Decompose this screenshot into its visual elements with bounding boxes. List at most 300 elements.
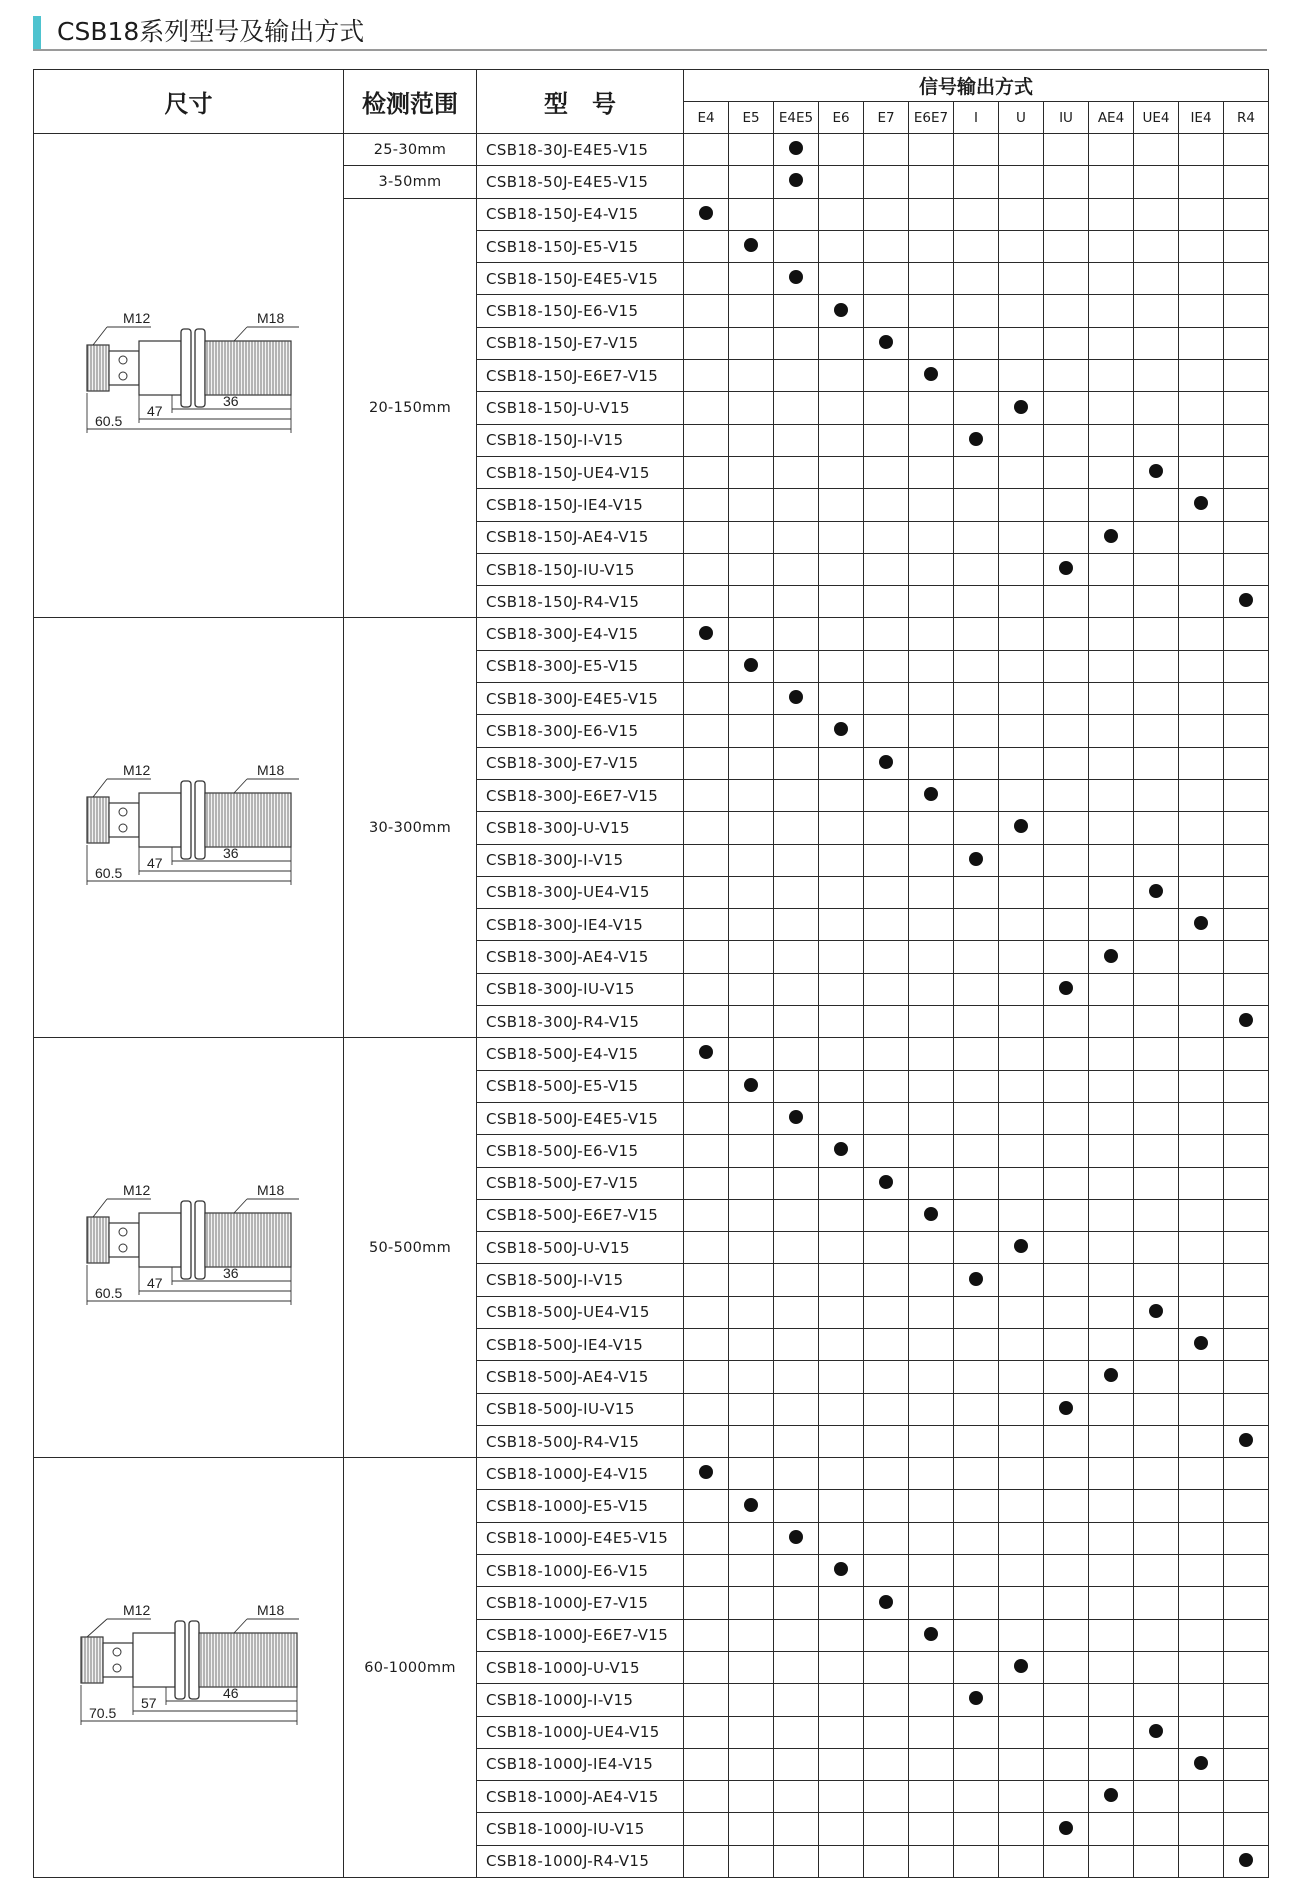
output-cell-ue4	[1134, 909, 1179, 941]
detection-range-cell: 25-30mm	[344, 134, 477, 166]
output-cell-ue4	[1134, 715, 1179, 747]
output-cell-ue4	[1134, 1361, 1179, 1393]
output-supported-dot-icon	[1104, 1788, 1118, 1802]
output-cell-e4e5	[774, 715, 819, 747]
output-cell-ue4	[1134, 230, 1179, 262]
output-cell-e4	[684, 1361, 729, 1393]
output-cell-e6	[819, 1555, 864, 1587]
output-cell-e4e5	[774, 1328, 819, 1360]
output-cell-e6	[819, 1167, 864, 1199]
output-cell-ue4	[1134, 1006, 1179, 1038]
model-number-cell: CSB18-300J-R4-V15	[477, 1006, 684, 1038]
output-cell-iu	[1044, 618, 1089, 650]
output-supported-dot-icon	[924, 787, 938, 801]
output-cell-e6e7	[909, 1135, 954, 1167]
output-cell-e4e5	[774, 198, 819, 230]
output-cell-e6e7	[909, 424, 954, 456]
output-cell-ie4	[1179, 553, 1224, 585]
output-cell-iu	[1044, 1361, 1089, 1393]
output-cell-ae4	[1089, 263, 1134, 295]
model-number-cell: CSB18-30J-E4E5-V15	[477, 134, 684, 166]
output-cell-r4	[1224, 1587, 1269, 1619]
output-cell-e4e5	[774, 1102, 819, 1134]
output-cell-e6	[819, 295, 864, 327]
page-title: CSB18系列型号及输出方式	[57, 17, 365, 46]
output-cell-ie4	[1179, 650, 1224, 682]
output-cell-e4	[684, 1684, 729, 1716]
output-cell-iu	[1044, 1684, 1089, 1716]
output-cell-iu	[1044, 1490, 1089, 1522]
output-cell-u	[999, 456, 1044, 488]
col-header-size: 尺寸	[34, 70, 344, 134]
output-cell-u	[999, 1587, 1044, 1619]
output-cell-ue4	[1134, 295, 1179, 327]
output-cell-u	[999, 683, 1044, 715]
output-cell-u	[999, 1102, 1044, 1134]
output-cell-e6e7	[909, 230, 954, 262]
output-cell-ue4	[1134, 1167, 1179, 1199]
output-supported-dot-icon	[699, 626, 713, 640]
output-cell-r4	[1224, 456, 1269, 488]
dimension-mid-length: 47	[146, 1274, 163, 1291]
output-cell-e6e7	[909, 1167, 954, 1199]
output-cell-iu	[1044, 1264, 1089, 1296]
output-cell-i	[954, 392, 999, 424]
output-cell-ae4	[1089, 973, 1134, 1005]
output-cell-i	[954, 973, 999, 1005]
output-cell-i	[954, 1587, 999, 1619]
model-number-cell: CSB18-150J-IE4-V15	[477, 489, 684, 521]
output-cell-r4	[1224, 1813, 1269, 1845]
model-number-cell: CSB18-300J-E6-V15	[477, 715, 684, 747]
output-cell-ae4	[1089, 618, 1134, 650]
output-supported-dot-icon	[1149, 1304, 1163, 1318]
output-cell-u	[999, 1361, 1044, 1393]
thread-label-small: M12	[122, 1181, 150, 1198]
output-cell-e6	[819, 134, 864, 166]
output-cell-e4	[684, 715, 729, 747]
output-cell-ue4	[1134, 941, 1179, 973]
output-supported-dot-icon	[1194, 916, 1208, 930]
output-cell-iu	[1044, 650, 1089, 682]
output-cell-e6	[819, 230, 864, 262]
output-cell-ie4	[1179, 360, 1224, 392]
col-header-signal-output: 信号输出方式	[684, 70, 1269, 102]
output-cell-e4	[684, 553, 729, 585]
output-cell-u	[999, 1651, 1044, 1683]
output-cell-e4e5	[774, 1522, 819, 1554]
output-cell-e6	[819, 941, 864, 973]
output-cell-ie4	[1179, 456, 1224, 488]
output-cell-e4	[684, 1393, 729, 1425]
output-supported-dot-icon	[879, 335, 893, 349]
output-cell-e4e5	[774, 134, 819, 166]
output-cell-i	[954, 1167, 999, 1199]
col-header-output-ue4: UE4	[1134, 102, 1179, 134]
output-cell-i	[954, 1264, 999, 1296]
output-cell-i	[954, 683, 999, 715]
output-cell-e4e5	[774, 1425, 819, 1457]
output-cell-e6e7	[909, 618, 954, 650]
output-cell-ae4	[1089, 1684, 1134, 1716]
output-cell-ue4	[1134, 1264, 1179, 1296]
model-number-cell: CSB18-150J-E5-V15	[477, 230, 684, 262]
output-cell-ae4	[1089, 1328, 1134, 1360]
col-header-output-iu: IU	[1044, 102, 1089, 134]
output-cell-r4	[1224, 1781, 1269, 1813]
output-cell-e5	[729, 1813, 774, 1845]
output-cell-e5	[729, 1232, 774, 1264]
output-cell-e4	[684, 1522, 729, 1554]
output-cell-i	[954, 1361, 999, 1393]
output-cell-e6e7	[909, 1587, 954, 1619]
output-cell-e4	[684, 876, 729, 908]
size-drawing-cell	[34, 618, 344, 1038]
output-cell-e5	[729, 424, 774, 456]
output-cell-e4e5	[774, 909, 819, 941]
output-cell-ae4	[1089, 586, 1134, 618]
output-cell-r4	[1224, 134, 1269, 166]
output-cell-e6	[819, 650, 864, 682]
output-cell-e6e7	[909, 941, 954, 973]
output-cell-r4	[1224, 1458, 1269, 1490]
output-cell-u	[999, 1490, 1044, 1522]
output-cell-r4	[1224, 876, 1269, 908]
output-cell-ae4	[1089, 1135, 1134, 1167]
output-cell-ae4	[1089, 1296, 1134, 1328]
output-cell-ae4	[1089, 230, 1134, 262]
output-cell-iu	[1044, 1135, 1089, 1167]
title-divider	[33, 49, 1267, 51]
output-cell-e4e5	[774, 1296, 819, 1328]
col-header-output-r4: R4	[1224, 102, 1269, 134]
output-cell-e6e7	[909, 586, 954, 618]
output-cell-e6e7	[909, 715, 954, 747]
output-cell-iu	[1044, 553, 1089, 585]
output-cell-ie4	[1179, 1490, 1224, 1522]
model-number-cell: CSB18-150J-E6E7-V15	[477, 360, 684, 392]
output-cell-i	[954, 1199, 999, 1231]
output-cell-ae4	[1089, 327, 1134, 359]
output-cell-ae4	[1089, 1651, 1134, 1683]
output-cell-e7	[864, 1522, 909, 1554]
output-cell-ae4	[1089, 1845, 1134, 1877]
output-cell-r4	[1224, 1748, 1269, 1780]
dimension-mid-length: 47	[146, 854, 163, 871]
output-cell-e7	[864, 715, 909, 747]
output-cell-u	[999, 1458, 1044, 1490]
output-cell-r4	[1224, 1716, 1269, 1748]
output-cell-e5	[729, 1102, 774, 1134]
output-cell-ue4	[1134, 973, 1179, 1005]
output-cell-u	[999, 1716, 1044, 1748]
col-header-range: 检测范围	[344, 70, 477, 134]
output-cell-ie4	[1179, 779, 1224, 811]
output-supported-dot-icon	[1059, 981, 1073, 995]
table-row	[34, 618, 1269, 650]
output-cell-e5	[729, 618, 774, 650]
output-cell-r4	[1224, 198, 1269, 230]
output-cell-r4	[1224, 909, 1269, 941]
output-cell-iu	[1044, 1328, 1089, 1360]
output-cell-e5	[729, 1296, 774, 1328]
output-cell-e4e5	[774, 1458, 819, 1490]
output-cell-e7	[864, 1748, 909, 1780]
output-cell-e4	[684, 327, 729, 359]
size-drawing-cell	[34, 1038, 344, 1458]
output-supported-dot-icon	[744, 1078, 758, 1092]
output-cell-e4	[684, 1458, 729, 1490]
output-cell-r4	[1224, 1070, 1269, 1102]
output-cell-e6	[819, 973, 864, 1005]
detection-range-cell: 60-1000mm	[344, 1458, 477, 1878]
output-supported-dot-icon	[1239, 1013, 1253, 1027]
output-cell-e4e5	[774, 1232, 819, 1264]
output-cell-ue4	[1134, 1135, 1179, 1167]
output-cell-e6	[819, 876, 864, 908]
output-cell-e4e5	[774, 1781, 819, 1813]
output-cell-r4	[1224, 1845, 1269, 1877]
output-cell-ie4	[1179, 1619, 1224, 1651]
output-cell-i	[954, 198, 999, 230]
output-cell-e7	[864, 456, 909, 488]
output-cell-e6e7	[909, 327, 954, 359]
output-supported-dot-icon	[924, 367, 938, 381]
output-cell-e4	[684, 650, 729, 682]
output-cell-e5	[729, 1135, 774, 1167]
output-cell-e4e5	[774, 941, 819, 973]
output-supported-dot-icon	[879, 755, 893, 769]
output-cell-ue4	[1134, 1619, 1179, 1651]
output-cell-e6e7	[909, 263, 954, 295]
output-cell-ie4	[1179, 1522, 1224, 1554]
output-cell-e5	[729, 134, 774, 166]
output-cell-e4e5	[774, 812, 819, 844]
table-row	[34, 1038, 1269, 1070]
output-cell-i	[954, 1070, 999, 1102]
output-cell-e7	[864, 295, 909, 327]
model-number-cell: CSB18-300J-I-V15	[477, 844, 684, 876]
output-cell-r4	[1224, 1102, 1269, 1134]
output-cell-ae4	[1089, 1522, 1134, 1554]
output-cell-e4	[684, 1813, 729, 1845]
output-cell-ie4	[1179, 263, 1224, 295]
output-cell-iu	[1044, 1393, 1089, 1425]
output-cell-ue4	[1134, 134, 1179, 166]
output-cell-i	[954, 1232, 999, 1264]
thread-label-big: M18	[256, 309, 284, 326]
output-cell-u	[999, 1135, 1044, 1167]
output-cell-ue4	[1134, 327, 1179, 359]
output-cell-e7	[864, 683, 909, 715]
output-cell-ue4	[1134, 1102, 1179, 1134]
output-cell-r4	[1224, 1555, 1269, 1587]
output-supported-dot-icon	[834, 1562, 848, 1576]
output-cell-r4	[1224, 586, 1269, 618]
output-cell-e6e7	[909, 1038, 954, 1070]
output-cell-e4	[684, 134, 729, 166]
model-number-cell: CSB18-500J-U-V15	[477, 1232, 684, 1264]
model-number-cell: CSB18-50J-E4E5-V15	[477, 166, 684, 198]
output-cell-i	[954, 876, 999, 908]
output-cell-ie4	[1179, 1038, 1224, 1070]
output-cell-e4	[684, 1490, 729, 1522]
detection-range-cell: 20-150mm	[344, 198, 477, 618]
output-cell-e7	[864, 1619, 909, 1651]
output-cell-iu	[1044, 715, 1089, 747]
dimension-total-length: 70.5	[88, 1704, 116, 1721]
output-cell-e6e7	[909, 1748, 954, 1780]
output-cell-u	[999, 1328, 1044, 1360]
thread-label-big: M18	[256, 1181, 284, 1198]
output-cell-ue4	[1134, 553, 1179, 585]
output-cell-e6e7	[909, 1781, 954, 1813]
output-cell-iu	[1044, 1619, 1089, 1651]
output-cell-r4	[1224, 521, 1269, 553]
output-cell-e4	[684, 586, 729, 618]
output-cell-ie4	[1179, 844, 1224, 876]
output-cell-e4	[684, 1135, 729, 1167]
output-cell-e4e5	[774, 683, 819, 715]
output-cell-iu	[1044, 909, 1089, 941]
output-cell-ae4	[1089, 1232, 1134, 1264]
output-cell-iu	[1044, 392, 1089, 424]
output-cell-e5	[729, 1038, 774, 1070]
output-cell-e6e7	[909, 1328, 954, 1360]
output-cell-e6	[819, 1587, 864, 1619]
model-number-cell: CSB18-500J-E5-V15	[477, 1070, 684, 1102]
output-supported-dot-icon	[879, 1595, 893, 1609]
output-cell-e4e5	[774, 973, 819, 1005]
sensor-dimension-drawing	[59, 1593, 319, 1743]
output-cell-e7	[864, 941, 909, 973]
output-cell-iu	[1044, 1555, 1089, 1587]
output-cell-e6	[819, 1748, 864, 1780]
output-cell-iu	[1044, 973, 1089, 1005]
output-cell-e4	[684, 1587, 729, 1619]
output-cell-e4	[684, 1296, 729, 1328]
output-cell-u	[999, 489, 1044, 521]
output-cell-ue4	[1134, 747, 1179, 779]
output-cell-i	[954, 263, 999, 295]
output-cell-i	[954, 1716, 999, 1748]
output-cell-e7	[864, 812, 909, 844]
output-cell-e4	[684, 295, 729, 327]
model-number-cell: CSB18-1000J-U-V15	[477, 1651, 684, 1683]
output-cell-u	[999, 1006, 1044, 1038]
output-cell-e6	[819, 812, 864, 844]
output-cell-ae4	[1089, 1006, 1134, 1038]
col-header-output-u: U	[999, 102, 1044, 134]
output-cell-e5	[729, 1845, 774, 1877]
output-supported-dot-icon	[1149, 464, 1163, 478]
output-cell-ae4	[1089, 1070, 1134, 1102]
output-cell-e4e5	[774, 1619, 819, 1651]
output-cell-e6e7	[909, 1070, 954, 1102]
output-cell-ae4	[1089, 166, 1134, 198]
output-cell-e5	[729, 360, 774, 392]
output-cell-e6e7	[909, 553, 954, 585]
col-header-model: 型 号	[477, 70, 684, 134]
output-cell-e6	[819, 360, 864, 392]
output-cell-ie4	[1179, 295, 1224, 327]
output-cell-e7	[864, 1555, 909, 1587]
output-cell-e5	[729, 1425, 774, 1457]
output-cell-e7	[864, 198, 909, 230]
output-cell-i	[954, 1813, 999, 1845]
output-cell-e4e5	[774, 553, 819, 585]
output-cell-e6	[819, 166, 864, 198]
output-cell-iu	[1044, 844, 1089, 876]
output-cell-e7	[864, 1167, 909, 1199]
output-cell-iu	[1044, 424, 1089, 456]
output-cell-ie4	[1179, 1393, 1224, 1425]
output-supported-dot-icon	[699, 1465, 713, 1479]
output-cell-ie4	[1179, 1651, 1224, 1683]
output-cell-e5	[729, 1651, 774, 1683]
output-cell-e4	[684, 1619, 729, 1651]
output-cell-i	[954, 166, 999, 198]
output-cell-ae4	[1089, 1361, 1134, 1393]
output-cell-i	[954, 1393, 999, 1425]
output-cell-e4e5	[774, 876, 819, 908]
output-cell-e5	[729, 650, 774, 682]
output-cell-ie4	[1179, 909, 1224, 941]
output-cell-e7	[864, 1296, 909, 1328]
model-number-cell: CSB18-1000J-E6-V15	[477, 1555, 684, 1587]
output-cell-ie4	[1179, 327, 1224, 359]
output-cell-ie4	[1179, 424, 1224, 456]
output-cell-e5	[729, 1199, 774, 1231]
output-cell-i	[954, 1006, 999, 1038]
output-cell-e4e5	[774, 1393, 819, 1425]
output-cell-r4	[1224, 1393, 1269, 1425]
output-cell-ae4	[1089, 521, 1134, 553]
output-cell-u	[999, 1684, 1044, 1716]
output-cell-iu	[1044, 1813, 1089, 1845]
output-cell-ae4	[1089, 1748, 1134, 1780]
output-cell-ae4	[1089, 779, 1134, 811]
output-cell-ae4	[1089, 844, 1134, 876]
output-cell-e6e7	[909, 650, 954, 682]
output-cell-e4e5	[774, 1684, 819, 1716]
output-cell-u	[999, 618, 1044, 650]
output-cell-e5	[729, 1167, 774, 1199]
output-cell-r4	[1224, 1135, 1269, 1167]
output-cell-e6	[819, 1781, 864, 1813]
output-cell-u	[999, 134, 1044, 166]
model-number-cell: CSB18-500J-IU-V15	[477, 1393, 684, 1425]
output-cell-iu	[1044, 521, 1089, 553]
output-cell-e6	[819, 1490, 864, 1522]
output-cell-u	[999, 1070, 1044, 1102]
output-cell-e7	[864, 876, 909, 908]
output-cell-iu	[1044, 1167, 1089, 1199]
output-cell-u	[999, 553, 1044, 585]
output-cell-e6e7	[909, 1393, 954, 1425]
output-cell-ue4	[1134, 1328, 1179, 1360]
output-cell-u	[999, 360, 1044, 392]
model-number-cell: CSB18-1000J-IU-V15	[477, 1813, 684, 1845]
output-cell-e4	[684, 1232, 729, 1264]
output-cell-u	[999, 1619, 1044, 1651]
output-cell-e7	[864, 1070, 909, 1102]
model-number-cell: CSB18-1000J-R4-V15	[477, 1845, 684, 1877]
output-cell-e6	[819, 1038, 864, 1070]
output-cell-e7	[864, 1199, 909, 1231]
output-cell-e6e7	[909, 1425, 954, 1457]
output-cell-r4	[1224, 1232, 1269, 1264]
